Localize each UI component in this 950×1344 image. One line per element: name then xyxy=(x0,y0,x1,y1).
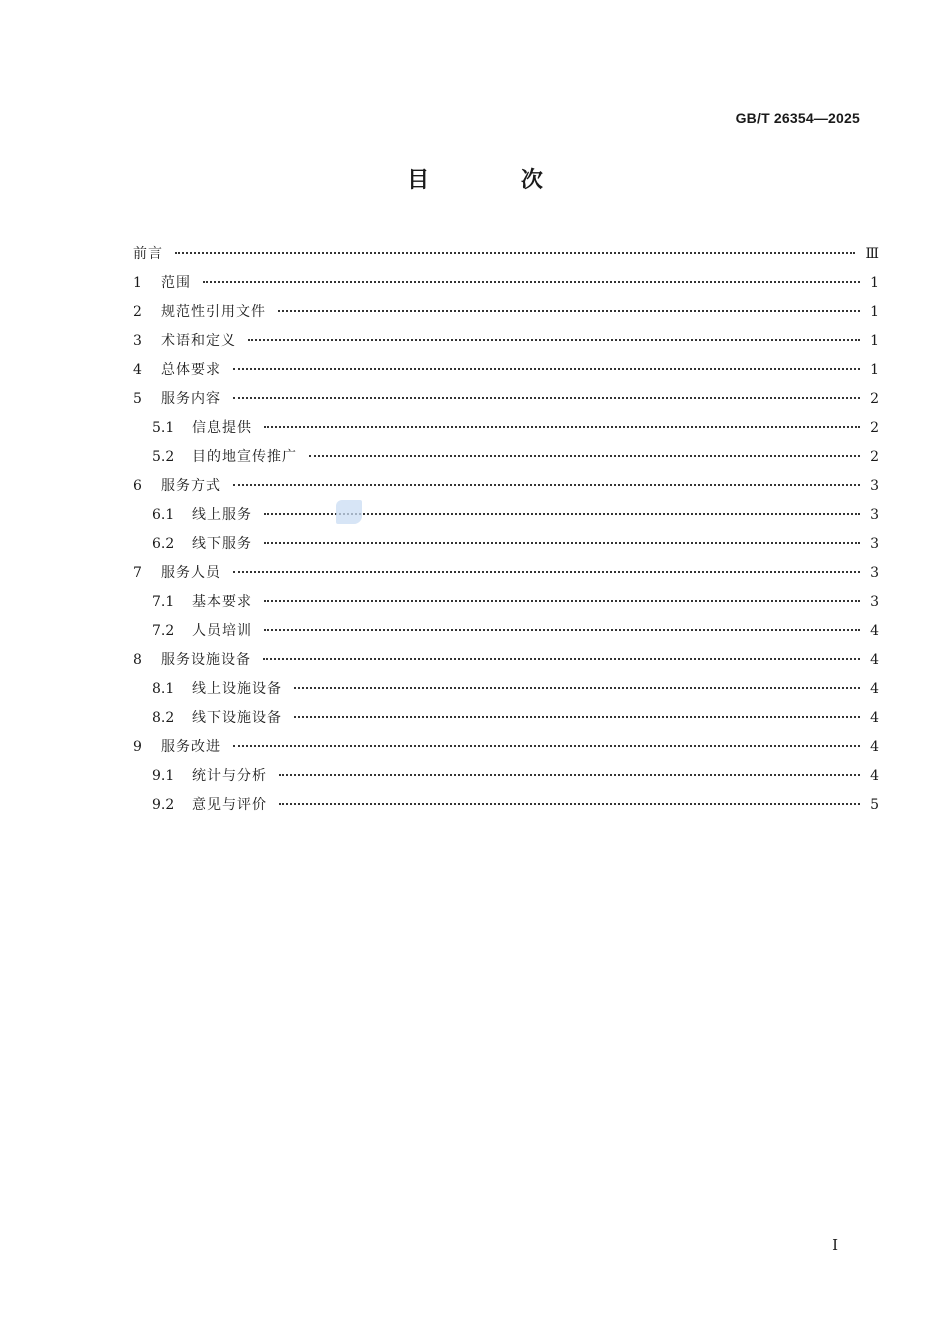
toc-dot-leader xyxy=(263,658,860,660)
standard-code: GB/T 26354—2025 xyxy=(735,110,860,126)
toc-entry-label: 服务人员 xyxy=(161,565,221,581)
toc-dot-leader xyxy=(279,803,860,805)
toc-dot-leader xyxy=(233,397,860,399)
toc-entry[interactable] xyxy=(133,298,879,327)
toc-entry[interactable] xyxy=(133,240,879,269)
toc-entry[interactable] xyxy=(133,269,879,298)
toc-entry-label: 服务设施设备 xyxy=(161,652,251,668)
toc-entry-label: 意见与评价 xyxy=(192,797,267,813)
toc-entry-page: 4 xyxy=(870,652,879,668)
toc-entry-page: 3 xyxy=(870,594,879,610)
toc-entry-number: 7.2 xyxy=(152,623,175,639)
toc-entry[interactable] xyxy=(133,704,879,733)
toc-entry-label: 服务内容 xyxy=(161,391,221,407)
toc-entry[interactable] xyxy=(133,327,879,356)
toc-entry-label: 线下服务 xyxy=(192,536,252,552)
toc-entry-page: 1 xyxy=(870,362,879,378)
toc-dot-leader xyxy=(203,281,860,283)
toc-dot-leader xyxy=(248,339,860,341)
toc-entry-page: 2 xyxy=(870,420,879,436)
toc-entry-number: 2 xyxy=(133,304,142,320)
toc-entry[interactable] xyxy=(133,385,879,414)
toc-entry-number: 1 xyxy=(133,275,142,291)
toc-entry-number: 9.2 xyxy=(152,797,175,813)
toc-entry-page: 3 xyxy=(870,478,879,494)
toc-entry[interactable] xyxy=(133,791,879,820)
toc-entry-number: 8.1 xyxy=(152,681,175,697)
toc-dot-leader xyxy=(294,716,860,718)
toc-entry-label: 规范性引用文件 xyxy=(161,304,266,320)
toc-entry-page: 4 xyxy=(870,623,879,639)
page-title: 目 次 xyxy=(407,168,585,193)
toc-entry-number: 5.2 xyxy=(152,449,175,465)
toc-dot-leader xyxy=(294,687,860,689)
page-number: I xyxy=(832,1236,838,1254)
toc-entry-number: 6.1 xyxy=(152,507,175,523)
toc-entry-page: 4 xyxy=(870,768,879,784)
toc-entry-page: Ⅲ xyxy=(865,246,879,262)
toc-entry-label: 目的地宣传推广 xyxy=(192,449,297,465)
toc-dot-leader xyxy=(175,252,855,254)
toc-entry[interactable] xyxy=(133,472,879,501)
toc-entry-label: 基本要求 xyxy=(192,594,252,610)
toc-dot-leader xyxy=(233,571,860,573)
toc-entry-page: 4 xyxy=(870,710,879,726)
toc-entry-page: 2 xyxy=(870,449,879,465)
toc-entry-number: 9 xyxy=(133,739,142,755)
toc-entry-number: 7 xyxy=(133,565,142,581)
toc-dot-leader xyxy=(264,426,860,428)
toc-entry[interactable] xyxy=(133,675,879,704)
toc-entry-label: 服务方式 xyxy=(161,478,221,494)
toc-entry-label: 线上设施设备 xyxy=(192,681,282,697)
toc-entry-number: 6 xyxy=(133,478,142,494)
toc-dot-leader xyxy=(264,629,860,631)
toc-dot-leader xyxy=(264,542,860,544)
toc-entry-number: 6.2 xyxy=(152,536,175,552)
toc-entry-number: 8 xyxy=(133,652,142,668)
toc-dot-leader xyxy=(278,310,860,312)
toc-entry[interactable] xyxy=(133,733,879,762)
toc-entry-page: 4 xyxy=(870,681,879,697)
toc-entry[interactable] xyxy=(133,356,879,385)
toc-dot-leader xyxy=(233,745,860,747)
toc-entry-number: 3 xyxy=(133,333,142,349)
toc-entry-number: 7.1 xyxy=(152,594,175,610)
toc-entry-page: 3 xyxy=(870,565,879,581)
toc-entry-label: 人员培训 xyxy=(192,623,252,639)
toc-entry[interactable] xyxy=(133,501,879,530)
toc-entry-number: 5.1 xyxy=(152,420,175,436)
toc-entry-page: 1 xyxy=(870,304,879,320)
toc-entry-label: 总体要求 xyxy=(161,362,221,378)
toc-entry-page: 4 xyxy=(870,739,879,755)
toc-entry-page: 3 xyxy=(870,536,879,552)
toc-entry-label: 范围 xyxy=(161,275,191,291)
toc-entry[interactable] xyxy=(133,443,879,472)
toc-entry-page: 1 xyxy=(870,275,879,291)
table-of-contents xyxy=(133,240,879,820)
toc-entry[interactable] xyxy=(133,646,879,675)
toc-dot-leader xyxy=(233,484,860,486)
toc-entry-page: 5 xyxy=(870,797,879,813)
toc-dot-leader xyxy=(309,455,860,457)
watermark-logo xyxy=(336,500,362,524)
toc-entry-label: 信息提供 xyxy=(192,420,252,436)
toc-dot-leader xyxy=(233,368,860,370)
toc-entry-label: 前言 xyxy=(133,246,163,262)
toc-entry[interactable] xyxy=(133,762,879,791)
toc-entry-page: 1 xyxy=(870,333,879,349)
toc-entry-label: 统计与分析 xyxy=(192,768,267,784)
toc-entry-page: 2 xyxy=(870,391,879,407)
toc-entry-number: 8.2 xyxy=(152,710,175,726)
toc-entry[interactable] xyxy=(133,617,879,646)
toc-dot-leader xyxy=(279,774,860,776)
toc-entry-page: 3 xyxy=(870,507,879,523)
toc-entry[interactable] xyxy=(133,414,879,443)
toc-entry-label: 线上服务 xyxy=(192,507,252,523)
toc-dot-leader xyxy=(264,600,860,602)
toc-entry-number: 4 xyxy=(133,362,142,378)
toc-entry-label: 服务改进 xyxy=(161,739,221,755)
toc-entry-label: 线下设施设备 xyxy=(192,710,282,726)
toc-entry[interactable] xyxy=(133,530,879,559)
toc-entry-number: 9.1 xyxy=(152,768,175,784)
toc-entry[interactable] xyxy=(133,559,879,588)
toc-entry[interactable] xyxy=(133,588,879,617)
toc-entry-number: 5 xyxy=(133,391,142,407)
toc-entry-label: 术语和定义 xyxy=(161,333,236,349)
